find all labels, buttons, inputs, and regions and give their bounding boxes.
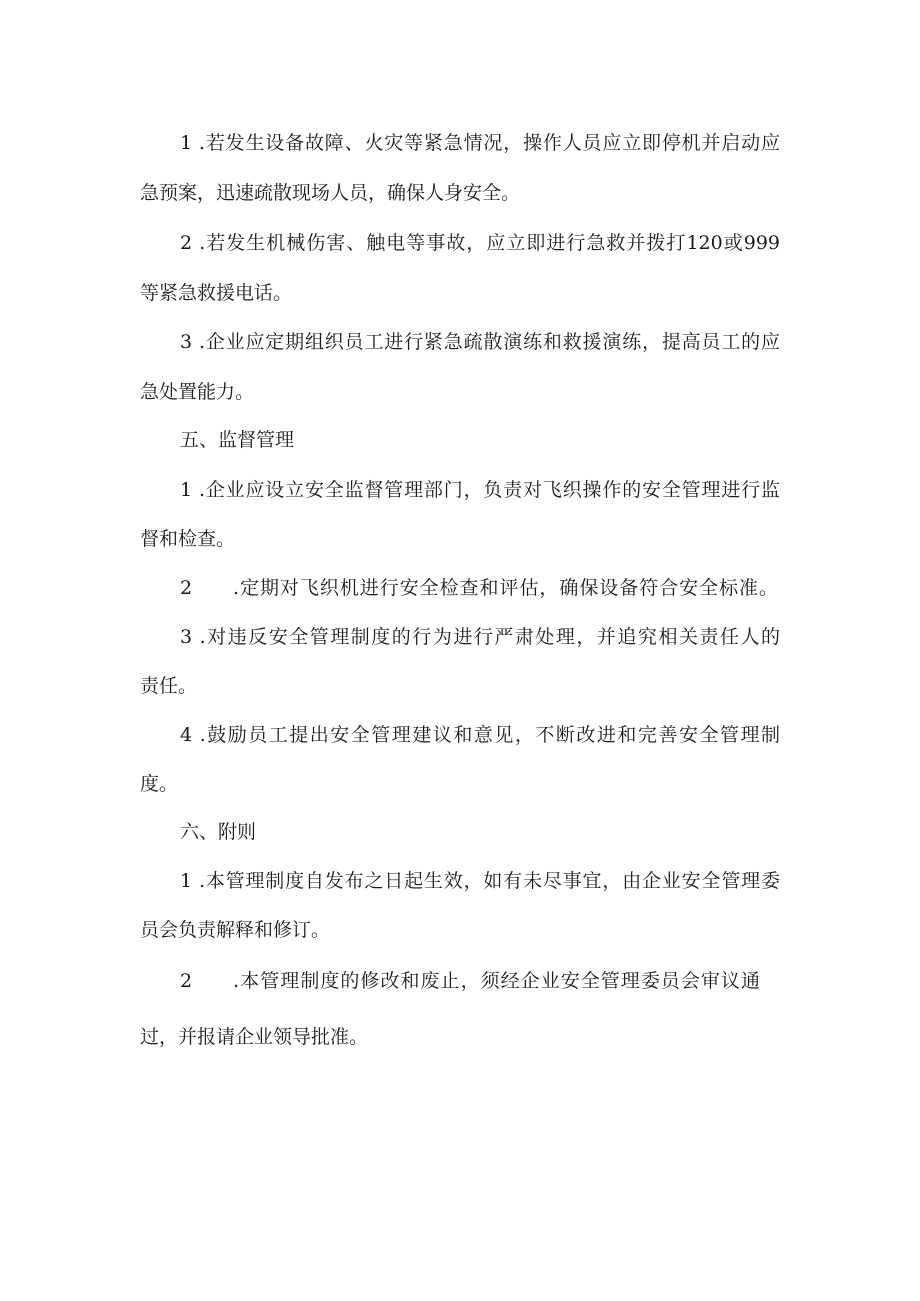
text-line: 急处置能力。 [140, 381, 255, 403]
text-line: 3 .对违反安全管理制度的行为进行严肃处理，并追究相关责任人的 [180, 626, 780, 648]
text-line: 员会负责解释和修订。 [140, 919, 331, 941]
text-line: 2 .本管理制度的修改和废止，须经企业安全管理委员会审议通 [180, 970, 760, 992]
text-line: 3 .企业应定期组织员工进行紧急疏散演练和救援演练，提高员工的应 [180, 331, 780, 353]
text-line: 督和检查。 [140, 528, 236, 550]
text-line: 4 .鼓励员工提出安全管理建议和意见，不断改进和完善安全管理制 [180, 724, 780, 746]
text-line: 2 .定期对飞织机进行安全检查和评估，确保设备符合安全标准。 [180, 577, 778, 599]
text-line: 1 .本管理制度自发布之日起生效，如有未尽事宜，由企业安全管理委 [180, 870, 780, 892]
text-line: 责任。 [140, 675, 198, 697]
text-line: 1 .企业应设立安全监督管理部门，负责对飞织操作的安全管理进行监 [180, 479, 780, 501]
text-line: 2 .若发生机械伤害、触电等事故，应立即进行急救并拨打120或999 [180, 232, 780, 254]
text-line: 过，并报请企业领导批准。 [140, 1026, 369, 1048]
section-heading: 五、监督管理 [180, 429, 295, 451]
text-line: 度。 [140, 773, 179, 795]
text-line: 等紧急救援电话。 [140, 282, 293, 304]
text-line: 急预案，迅速疏散现场人员，确保人身安全。 [140, 182, 521, 204]
text-line: 1 .若发生设备故障、火灾等紧急情况，操作人员应立即停机并启动应 [180, 132, 780, 154]
section-heading: 六、附则 [180, 821, 257, 843]
